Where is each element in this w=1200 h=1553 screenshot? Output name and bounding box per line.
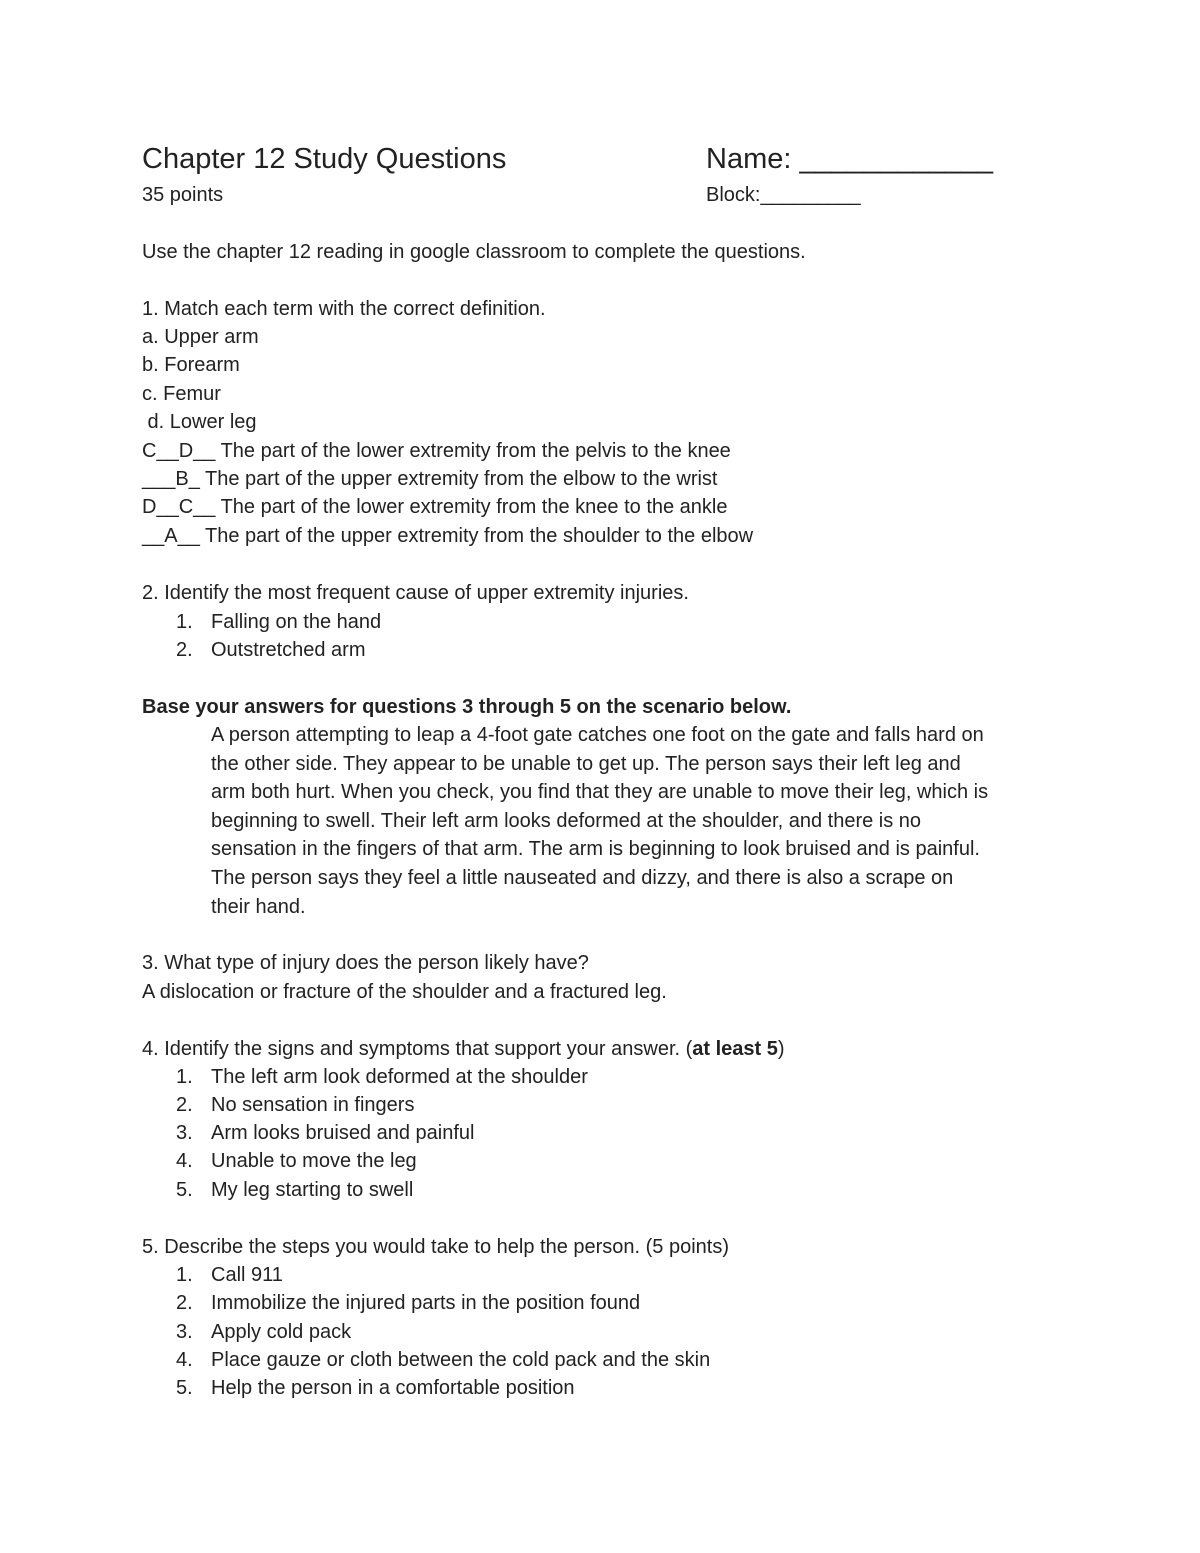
list-number: 2. — [176, 1292, 193, 1314]
answer-text: Place gauze or cloth between the cold pack and the skin — [211, 1349, 711, 1371]
scenario-line: their hand. — [211, 895, 306, 918]
block-field — [706, 184, 861, 207]
q1-term: d. Lower leg — [142, 411, 257, 433]
answer-text: Apply cold pack — [211, 1321, 352, 1343]
q2-prompt: 2. Identify the most frequent cause of upper extremity injuries. — [142, 582, 689, 604]
list-number: 3. — [176, 1321, 193, 1343]
q1-match: ___B_ The part of the upper extremity from the elbow to the wrist — [142, 468, 718, 490]
points-label: 35 points — [142, 184, 224, 206]
list-number: 1. — [176, 1066, 193, 1088]
scenario-line: sensation in the fingers of that arm. The arm is beginning to look bruised and is painful. — [211, 838, 980, 861]
scenario-line: arm both hurt. When you check, you find that they are unable to move their leg, which is — [211, 781, 989, 804]
scenario-heading-text: Base your answers for questions 3 through 5 on the scenario below. — [142, 696, 792, 718]
list-number: 5. — [176, 1377, 193, 1399]
list-number: 2. — [176, 639, 193, 661]
q1-match: C__D__ The part of the lower extremity from the pelvis to the knee — [142, 440, 731, 462]
name-field — [706, 143, 993, 176]
answer-text: Immobilize the injured parts in the position found — [211, 1292, 641, 1314]
q1-prompt: 1. Match each term with the correct definition. — [142, 298, 546, 320]
answer-text: The left arm look deformed at the shoulder — [211, 1066, 588, 1088]
q3-answer: A dislocation or fracture of the shoulder and a fractured leg. — [142, 981, 667, 1003]
list-number: 1. — [176, 611, 193, 633]
list-number: 2. — [176, 1094, 193, 1116]
block-label: Block: — [706, 184, 761, 206]
instruction-text: Use the chapter 12 reading in google classroom to complete the questions. — [142, 241, 806, 263]
scenario-line: the other side. They appear to be unable to get up. The person says their left leg and — [211, 752, 961, 775]
name-label: Name: — [706, 143, 800, 175]
scenario-line: The person says they feel a little nauseated and dizzy, and there is also a scrape on — [211, 866, 954, 889]
block-blank: _________ — [760, 184, 861, 206]
list-number: 3. — [176, 1122, 193, 1144]
list-number: 4. — [176, 1349, 193, 1371]
answer-text: Arm looks bruised and painful — [211, 1122, 475, 1144]
answer-text: Call 911 — [211, 1264, 283, 1286]
list-number: 4. — [176, 1150, 193, 1172]
scenario-line: A person attempting to leap a 4-foot gate catches one foot on the gate and falls hard on — [211, 724, 984, 746]
answer-text: Falling on the hand — [211, 611, 382, 633]
answer-text: Outstretched arm — [211, 639, 366, 661]
q4-prompt — [142, 1038, 785, 1061]
answer-text: Help the person in a comfortable position — [211, 1377, 575, 1399]
scenario-paragraph — [211, 721, 1071, 921]
scenario-line: beginning to swell. Their left arm looks deformed at the shoulder, and there is no — [211, 809, 922, 832]
q1-term: c. Femur — [142, 383, 221, 405]
q1-term: b. Forearm — [142, 354, 240, 376]
name-blank: ____________ — [799, 143, 994, 175]
q3-prompt: 3. What type of injury does the person likely have? — [142, 952, 589, 974]
answer-text: Unable to move the leg — [211, 1150, 417, 1172]
list-number: 5. — [176, 1179, 193, 1201]
q1-match: D__C__ The part of the lower extremity from the knee to the ankle — [142, 496, 728, 518]
q1-term: a. Upper arm — [142, 326, 259, 348]
q4-prompt-bold: at least 5 — [692, 1038, 778, 1060]
list-number: 1. — [176, 1264, 193, 1286]
page-title: Chapter 12 Study Questions — [142, 143, 507, 175]
scenario-heading — [142, 696, 791, 719]
q5-prompt: 5. Describe the steps you would take to help the person. (5 points) — [142, 1236, 730, 1258]
q4-prompt-close: ) — [777, 1038, 785, 1060]
answer-text: No sensation in fingers — [211, 1094, 415, 1116]
answer-text: My leg starting to swell — [211, 1179, 414, 1201]
q4-prompt-text: 4. Identify the signs and symptoms that support your answer. ( — [142, 1038, 693, 1060]
q1-match: __A__ The part of the upper extremity from the shoulder to the elbow — [142, 525, 754, 547]
